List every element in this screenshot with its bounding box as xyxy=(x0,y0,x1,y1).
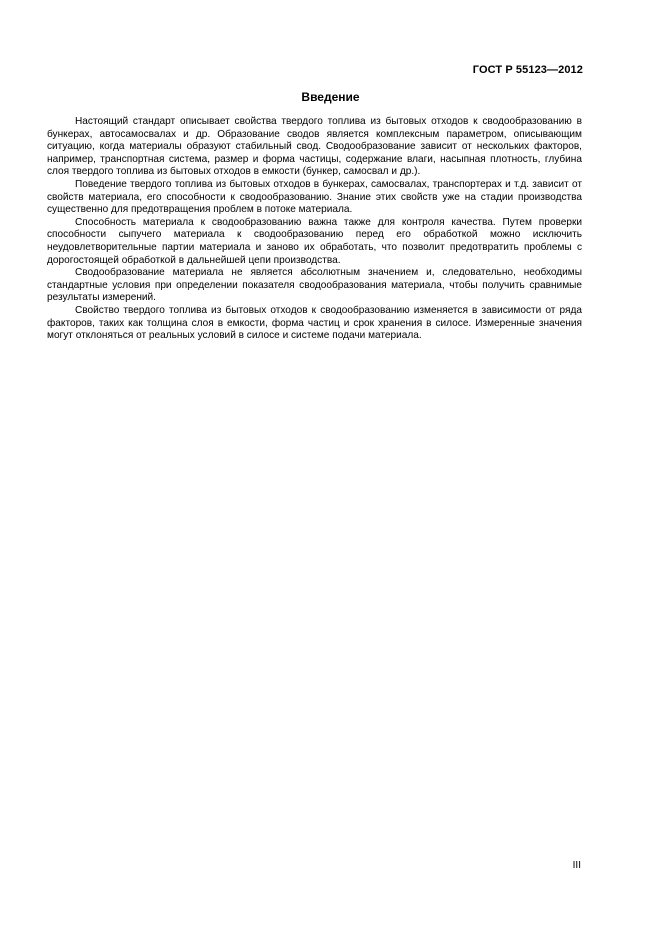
introduction-text xyxy=(47,116,582,343)
paragraph: Способность материала к сводообразованию важна также для контроля качества. Путем проверки способности сыпучего материала к сводообразованию перед его обработкой можно исключить неудовлетворительные партии материала и заново их обработать, что позволит предотвратить проблемы с дорогостоящей обработкой в дальнейшей цепи производства. xyxy=(47,216,582,266)
paragraph: Свойство твердого топлива из бытовых отходов к сводообразованию изменяется в зависимости от ряда факторов, таких как толщина слоя в емкости, форма частиц и срок хранения в силосе. Измеренные значения могут отклоняться от реальных условий в силосе и системе подачи материала. xyxy=(47,304,582,342)
page-number: III xyxy=(572,860,581,871)
paragraph: Сводообразование материала не является абсолютным значением и, следовательно, необходимы стандартные условия при определении показателя сводообразования материала, чтобы получить сравнимые результаты измерений. xyxy=(47,267,582,304)
paragraph: Поведение твердого топлива из бытовых отходов в бункерах, самосвалах, транспортерах и т.д. зависит от свойств материала, его способности к сводообразованию. Знание этих свойств уже на стадии производства существенно для предотвращения проблем в потоке материала. xyxy=(47,178,582,216)
section-title: Введение xyxy=(301,90,360,104)
standard-code: ГОСТ Р 55123—2012 xyxy=(472,64,583,76)
paragraph: Настоящий стандарт описывает свойства твердого топлива из бытовых отходов к сводообразованию в бункерах, автосамосвалах и др. Образование сводов является комплексным параметром, описывающим ситуацию, когда материалы образуют стабильный свод. Сводообразование зависит от нескольких факторов, например, транспортная система, размер и форма частицы, содержание влаги, насыпная плотность, глубина слоя твердого топлива из бытовых отходов в емкости (бункер, самосвал и др.). xyxy=(47,116,582,178)
